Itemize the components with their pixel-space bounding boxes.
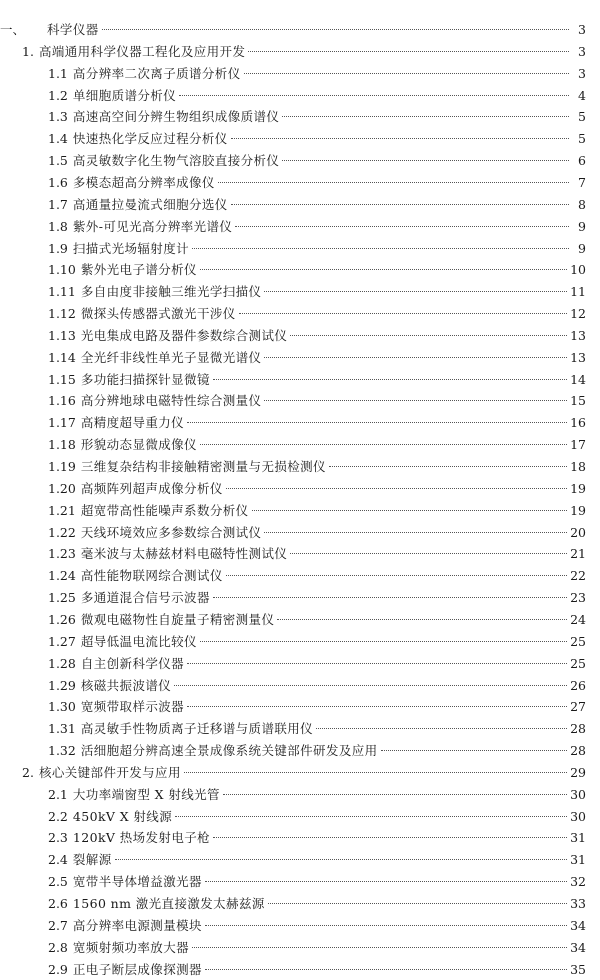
toc-entry[interactable] xyxy=(22,763,586,783)
toc-entry[interactable] xyxy=(48,304,586,324)
toc-entry-page: 31 xyxy=(570,852,586,868)
toc-entry-title: 裂解源 xyxy=(72,852,112,868)
toc-entry-number: 2.7 xyxy=(48,917,68,933)
dot-leader xyxy=(187,422,567,423)
toc-entry-number: 1. xyxy=(22,43,34,59)
toc-entry-page: 11 xyxy=(570,284,586,300)
toc-entry[interactable] xyxy=(48,435,586,455)
dot-leader xyxy=(184,772,567,773)
toc-entry-number: 1.4 xyxy=(48,131,68,147)
toc-entry-title: 微观电磁物性自旋量子精密测量仪 xyxy=(80,611,275,627)
toc-entry-number: 1.9 xyxy=(48,240,68,256)
toc-entry-title: 超导低温电流比较仪 xyxy=(80,633,197,649)
toc-entry[interactable] xyxy=(48,217,586,237)
toc-entry-page: 10 xyxy=(570,262,586,278)
dot-leader xyxy=(223,794,567,795)
toc-entry-title: 高分辨率电源测量模块 xyxy=(72,917,202,933)
dot-leader xyxy=(200,444,567,445)
toc-entry-title: 多模态超高分辨率成像仪 xyxy=(72,174,215,190)
toc-entry-title: 毫米波与太赫兹材料电磁特性测试仪 xyxy=(80,546,288,562)
dot-leader xyxy=(282,160,569,161)
toc-entry-number: 2.2 xyxy=(48,808,68,824)
dot-leader xyxy=(277,619,567,620)
toc-entry-title: 自主创新科学仪器 xyxy=(80,655,185,671)
toc-entry[interactable] xyxy=(48,282,586,302)
toc-entry-number: 1.32 xyxy=(48,743,76,759)
toc-entry-title: 宽带半导体增益激光器 xyxy=(72,874,202,890)
toc-entry-page: 29 xyxy=(570,764,586,780)
toc-entry-number: 1.3 xyxy=(48,109,68,125)
toc-entry-page: 22 xyxy=(570,568,586,584)
toc-entry[interactable] xyxy=(48,544,586,564)
toc-entry[interactable] xyxy=(48,479,586,499)
dot-leader xyxy=(231,204,569,205)
toc-entry-title: 高端通用科学仪器工程化及应用开发 xyxy=(38,43,246,59)
toc-entry[interactable] xyxy=(48,654,586,674)
toc-entry-number: 1.11 xyxy=(48,284,76,300)
toc-entry-number: 2.1 xyxy=(48,786,68,802)
dot-leader xyxy=(264,291,567,292)
toc-entry-page: 21 xyxy=(570,546,586,562)
toc-entry-number: 1.23 xyxy=(48,546,76,562)
toc-entry-number: 1.28 xyxy=(48,655,76,671)
toc-entry-number: 1.22 xyxy=(48,524,76,540)
toc-entry-title: 高频阵列超声成像分析仪 xyxy=(80,480,223,496)
toc-entry-number: 1.1 xyxy=(48,65,68,81)
dot-leader xyxy=(200,269,567,270)
dot-leader xyxy=(252,510,568,511)
toc-entry-title: 紫外-可见光高分辨率光谱仪 xyxy=(72,218,233,234)
toc-entry-title: 天线环境效应多参数综合测试仪 xyxy=(80,524,262,540)
toc-entry[interactable] xyxy=(48,523,586,543)
dot-leader xyxy=(200,641,567,642)
dot-leader xyxy=(192,248,569,249)
toc-entry[interactable] xyxy=(48,960,586,980)
dot-leader xyxy=(226,488,567,489)
toc-entry-number: 1.6 xyxy=(48,174,68,190)
toc-entry-page: 13 xyxy=(570,349,586,365)
dot-leader xyxy=(329,466,567,467)
dot-leader xyxy=(290,553,567,554)
toc-entry[interactable] xyxy=(0,20,586,40)
toc-entry-page: 19 xyxy=(570,502,586,518)
toc-entry-number: 1.30 xyxy=(48,699,76,715)
dot-leader xyxy=(102,29,569,30)
toc-entry-number: 1.13 xyxy=(48,327,76,343)
toc-entry-page: 26 xyxy=(570,677,586,693)
dot-leader xyxy=(179,95,569,96)
toc-entry-number: 1.8 xyxy=(48,218,68,234)
dot-leader xyxy=(192,947,567,948)
dot-leader xyxy=(205,969,567,970)
toc-entry-title: 高灵敏数字化生物气溶胶直接分析仪 xyxy=(72,153,280,169)
toc-entry-number: 2.9 xyxy=(48,961,68,977)
dot-leader xyxy=(282,116,569,117)
toc-entry[interactable] xyxy=(48,894,586,914)
toc-entry-page: 23 xyxy=(570,590,586,606)
dot-leader xyxy=(239,313,567,314)
toc-entry-title: 宽频带取样示波器 xyxy=(80,699,185,715)
toc-entry[interactable] xyxy=(48,239,586,259)
toc-entry-number: 1.26 xyxy=(48,611,76,627)
toc-entry[interactable] xyxy=(48,370,586,390)
toc-entry-title: 核磁共振波谱仪 xyxy=(80,677,172,693)
toc-entry-number: 1.29 xyxy=(48,677,76,693)
toc-entry[interactable] xyxy=(48,588,586,608)
dot-leader xyxy=(231,138,569,139)
toc-entry-number: 1.14 xyxy=(48,349,76,365)
toc-entry-page: 12 xyxy=(570,306,586,322)
toc-entry-title: 高性能物联网综合测试仪 xyxy=(80,568,223,584)
toc-entry-page: 3 xyxy=(578,65,586,81)
toc-entry-title: 超宽带高性能噪声系数分析仪 xyxy=(80,502,249,518)
dot-leader xyxy=(264,400,567,401)
toc-entry-page: 4 xyxy=(578,87,586,103)
toc-entry[interactable] xyxy=(48,195,586,215)
toc-entry[interactable] xyxy=(48,850,586,870)
toc-entry-title: 三维复杂结构非接触精密测量与无损检测仪 xyxy=(80,459,326,474)
dot-leader xyxy=(115,859,568,860)
dot-leader xyxy=(175,816,567,817)
dot-leader xyxy=(268,903,567,904)
toc-entry[interactable] xyxy=(48,173,586,193)
toc-entry-page: 34 xyxy=(570,917,586,933)
toc-entry-page: 30 xyxy=(570,786,586,802)
dot-leader xyxy=(381,750,568,751)
toc-entry[interactable] xyxy=(48,391,586,411)
dot-leader xyxy=(290,335,567,336)
toc-entry-page: 6 xyxy=(578,153,586,169)
toc-entry-page: 17 xyxy=(570,437,586,453)
toc-entry-title: 120kV 热场发射电子枪 xyxy=(72,830,211,846)
toc-entry-title: 多功能扫描探针显微镜 xyxy=(80,371,210,387)
toc-entry-title: 高速高空间分辨生物组织成像质谱仪 xyxy=(72,109,280,125)
toc-entry[interactable] xyxy=(48,785,586,805)
toc-entry-title: 单细胞质谱分析仪 xyxy=(72,87,177,103)
toc-entry-page: 28 xyxy=(570,743,586,759)
toc-entry-page: 25 xyxy=(570,633,586,649)
toc-entry[interactable] xyxy=(48,260,586,280)
toc-entry-title: 高分辨率二次离子质谱分析仪 xyxy=(72,65,241,81)
toc-entry-page: 27 xyxy=(570,699,586,715)
toc-entry-page: 32 xyxy=(570,874,586,890)
toc-entry-page: 34 xyxy=(570,939,586,955)
toc-entry[interactable] xyxy=(48,828,586,848)
toc-entry-number: 1.31 xyxy=(48,721,76,737)
toc-entry-number: 1.24 xyxy=(48,568,76,584)
dot-leader xyxy=(205,881,567,882)
toc-entry-title: 宽频射频功率放大器 xyxy=(72,939,189,955)
toc-entry-number: 2.4 xyxy=(48,852,68,868)
toc-entry-title: 大功率端窗型 X 射线光管 xyxy=(72,786,220,802)
toc-entry-number: 1.12 xyxy=(48,306,76,322)
toc-entry-number: 1.15 xyxy=(48,371,76,387)
toc-entry-page: 3 xyxy=(578,22,586,37)
toc-entry-title: 全光纤非线性单光子显微光谱仪 xyxy=(80,349,262,365)
toc-entry-number: 1.16 xyxy=(48,393,76,409)
toc-entry-page: 5 xyxy=(578,109,586,125)
toc-entry-page: 18 xyxy=(570,459,586,474)
toc-entry[interactable] xyxy=(48,872,586,892)
dot-leader xyxy=(174,685,567,686)
toc-entry-page: 28 xyxy=(570,721,586,737)
dot-leader xyxy=(213,597,567,598)
dot-leader xyxy=(244,73,569,74)
toc-entry[interactable] xyxy=(48,938,586,958)
toc-entry-title: 微探头传感器式激光干涉仪 xyxy=(80,306,236,322)
toc-entry-page: 33 xyxy=(570,896,586,911)
toc-entry-page: 31 xyxy=(570,830,586,846)
toc-entry-title: 活细胞超分辨高速全景成像系统关键部件研发及应用 xyxy=(80,743,378,759)
dot-leader xyxy=(264,532,567,533)
toc-entry-number: 2.5 xyxy=(48,874,68,890)
toc-entry-title: 多自由度非接触三维光学扫描仪 xyxy=(80,284,262,300)
toc-entry[interactable] xyxy=(48,64,586,84)
toc-entry[interactable] xyxy=(48,501,586,521)
toc-entry-title: 高分辨地球电磁特性综合测量仪 xyxy=(80,393,262,409)
toc-entry[interactable] xyxy=(48,676,586,696)
toc-entry-title: 扫描式光场辐射度计 xyxy=(72,240,189,256)
dot-leader xyxy=(187,663,567,664)
toc-entry[interactable] xyxy=(48,916,586,936)
toc-entry[interactable] xyxy=(48,107,586,127)
toc-entry-title: 形貌动态显微成像仪 xyxy=(80,437,197,453)
toc-entry-number: 2.3 xyxy=(48,830,68,846)
toc-entry-number: 2.6 xyxy=(48,896,68,911)
toc-entry-page: 9 xyxy=(578,240,586,256)
toc-entry-title: 核心关键部件开发与应用 xyxy=(38,764,181,780)
toc-entry[interactable] xyxy=(48,632,586,652)
toc-entry-number: 1.17 xyxy=(48,415,76,431)
toc-entry[interactable] xyxy=(48,697,586,717)
toc-entry-title: 正电子断层成像探测器 xyxy=(72,961,202,977)
toc-entry-title: 快速热化学反应过程分析仪 xyxy=(72,131,228,147)
toc-entry-page: 14 xyxy=(570,371,586,387)
toc-entry-title: 科学仪器 xyxy=(47,22,99,37)
dot-leader xyxy=(264,357,567,358)
dot-leader xyxy=(235,226,569,227)
toc-entry-title: 高精度超导重力仪 xyxy=(80,415,185,431)
toc-entry[interactable] xyxy=(48,86,586,106)
toc-entry[interactable] xyxy=(48,151,586,171)
toc-entry-page: 9 xyxy=(578,218,586,234)
toc-entry-page: 15 xyxy=(570,393,586,409)
toc-entry-page: 35 xyxy=(570,961,586,977)
toc-entry-number: 1.10 xyxy=(48,262,76,278)
toc-entry-title: 1560 nm 激光直接激发太赫兹源 xyxy=(72,896,265,911)
dot-leader xyxy=(316,728,567,729)
toc-entry-page: 8 xyxy=(578,196,586,212)
toc-entry-page: 25 xyxy=(570,655,586,671)
toc-entry-number: 1.18 xyxy=(48,437,76,453)
toc-entry[interactable] xyxy=(48,129,586,149)
toc-entry[interactable] xyxy=(48,741,586,761)
toc-entry-page: 19 xyxy=(570,480,586,496)
toc-entry-page: 5 xyxy=(578,131,586,147)
toc-entry[interactable] xyxy=(48,610,586,630)
toc-entry-page: 13 xyxy=(570,327,586,343)
dot-leader xyxy=(248,51,569,52)
toc-entry-title: 高灵敏手性物质离子迁移谱与质谱联用仪 xyxy=(80,721,314,737)
toc-entry-page: 20 xyxy=(570,524,586,540)
toc-entry-title: 450kV X 射线源 xyxy=(72,808,173,824)
dot-leader xyxy=(205,925,567,926)
dot-leader xyxy=(187,706,567,707)
toc-entry-number: 1.27 xyxy=(48,633,76,649)
toc-entry-page: 3 xyxy=(578,43,586,59)
toc-entry[interactable] xyxy=(48,326,586,346)
toc-entry[interactable] xyxy=(22,42,586,62)
toc-entry-page: 30 xyxy=(570,808,586,824)
toc-entry[interactable] xyxy=(48,807,586,827)
toc-entry-number: 一、 xyxy=(0,22,26,37)
toc-entry[interactable] xyxy=(48,413,586,433)
dot-leader xyxy=(218,182,569,183)
toc-entry-number: 1.20 xyxy=(48,480,76,496)
toc-entry-title: 紫外光电子谱分析仪 xyxy=(80,262,197,278)
toc-entry[interactable] xyxy=(48,348,586,368)
toc-entry-number: 2. xyxy=(22,764,34,780)
toc-entry-title: 高通量拉曼流式细胞分选仪 xyxy=(72,196,228,212)
toc-entry-page: 24 xyxy=(570,611,586,627)
toc-entry[interactable] xyxy=(48,719,586,739)
toc-entry-number: 1.19 xyxy=(48,459,76,474)
toc-entry[interactable] xyxy=(48,457,586,477)
toc-entry-number: 1.2 xyxy=(48,87,68,103)
dot-leader xyxy=(213,379,567,380)
dot-leader xyxy=(213,837,567,838)
toc-entry-number: 1.21 xyxy=(48,502,76,518)
toc-entry-number: 1.7 xyxy=(48,196,68,212)
toc-entry[interactable] xyxy=(48,566,586,586)
toc-entry-number: 1.5 xyxy=(48,153,68,169)
toc-entry-page: 16 xyxy=(570,415,586,431)
toc-entry-number: 2.8 xyxy=(48,939,68,955)
toc-entry-number: 1.25 xyxy=(48,590,76,606)
toc-entry-page: 7 xyxy=(578,174,586,190)
toc-entry-title: 多通道混合信号示波器 xyxy=(80,590,210,606)
dot-leader xyxy=(226,575,567,576)
toc-entry-title: 光电集成电路及器件参数综合测试仪 xyxy=(80,327,288,343)
